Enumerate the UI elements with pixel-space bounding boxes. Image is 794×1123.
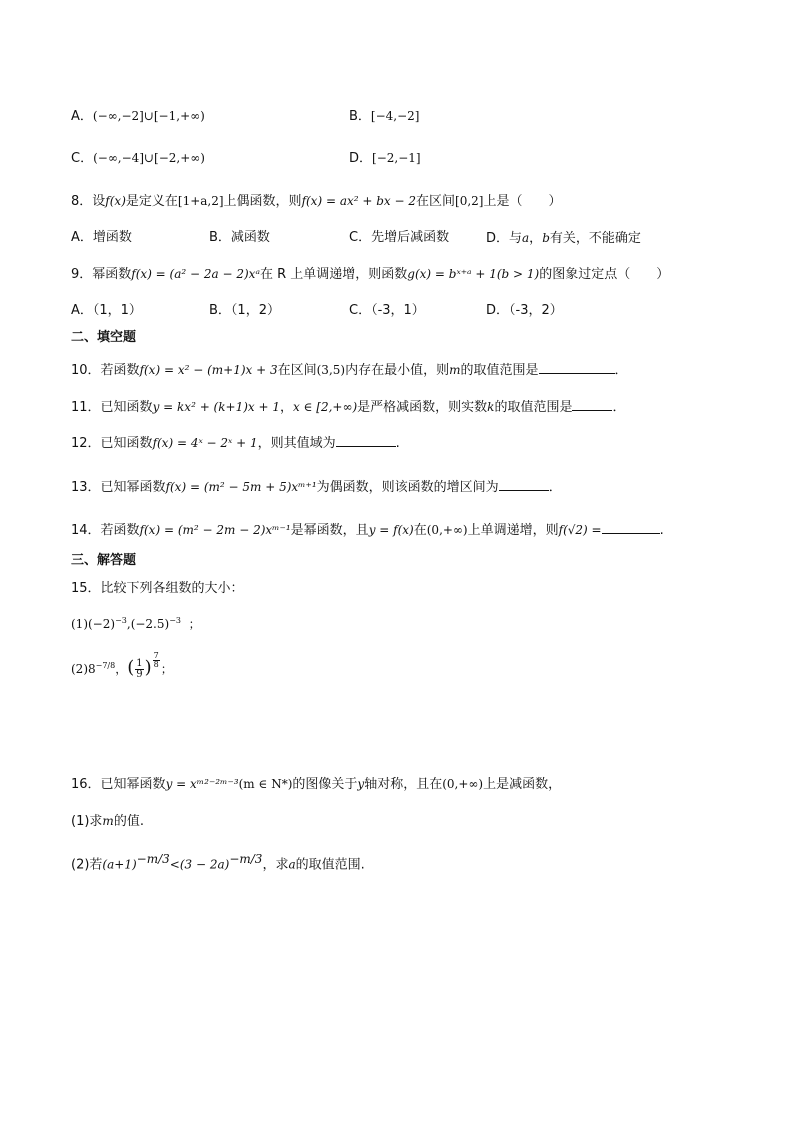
text: 上偶函数，则 [223,194,302,209]
part-label: (2)若 [71,857,103,873]
text: 的取值范围是 [494,400,573,415]
q15-part1 [71,612,201,633]
formula: y = xᵐ²⁻²ᵐ⁻³ [165,777,239,791]
text: 为偶函数，则该函数的增区间为 [316,480,499,495]
formula: y = kx² + (k+1)x + 1 [152,400,280,414]
formula: y = f(x) [368,523,414,537]
text: ； [188,617,201,631]
option-expr: (−∞,−2]∪[−1,+∞) [92,109,205,123]
formula: [0,2] [455,194,484,208]
formula: (0,+∞) [426,523,468,537]
text: 在区间 [277,363,317,378]
q12-stem [71,434,400,453]
denominator: 8 [153,660,159,669]
formula: f(x) = (m² − 5m + 5)xᵐ⁺¹ [165,480,317,494]
text: 上是（ ） [483,194,562,209]
text: 在 R 上单调递增，则函数 [259,267,408,282]
text: 上是减函数， [483,777,562,792]
part-label: (2) [71,662,88,676]
q10-stem [71,361,628,380]
formula: f(x) [105,194,126,208]
answer-blank[interactable] [572,398,612,411]
question-number: 9． [71,267,93,282]
formula: (−2) [88,617,116,631]
section-heading-fill-in: 二、填空题 [71,330,137,345]
text: ． [548,480,562,495]
answer-blank[interactable] [602,521,660,534]
formula: (3 − 2a) [179,857,230,872]
answer-blank[interactable] [499,478,549,491]
q8-option-b: B．减函数 [209,230,270,245]
formula: a [288,857,296,872]
q9-stem [71,265,669,284]
question-number: 13． [71,480,101,495]
exponent: −3 [115,616,127,625]
q9-option-a: A．（1，1） [71,303,142,318]
text: , [126,617,131,631]
q7-option-c [71,149,205,168]
formula: f(x) = x² − (m+1)x + 3 [139,363,278,377]
formula: (m ∈ N*) [238,777,293,791]
option-expr: (−∞,−4]∪[−2,+∞) [93,151,205,165]
formula: m [449,363,461,377]
numerator: 1 [136,658,143,669]
question-number: 8． [71,194,93,209]
q13-stem [71,478,562,497]
text: D．与 [486,231,523,246]
exponent: −7/8 [95,661,116,670]
formula: < [169,857,180,872]
option-label: B． [349,109,371,124]
text: 若函数 [100,363,140,378]
q7-option-d [349,149,421,168]
q14-stem [71,521,664,540]
text: 设 [92,194,106,209]
formula: (3,5) [316,363,346,377]
formula: g(x) = bˣ⁺ᵃ + 1(b > 1) [407,267,540,281]
formula: f(x) = 4ˣ − 2ˣ + 1 [152,436,258,450]
text: ； [160,662,173,676]
q9-option-d: D．（-3，2） [486,303,563,318]
exponent: −m/3 [229,852,263,866]
section-heading-solve: 三、解答题 [71,553,137,568]
part-label: (1) [71,617,88,631]
text: 是幂函数，且 [290,523,369,538]
text: ， [115,662,128,676]
option-expr: [−4,−2] [370,109,420,123]
text: 有关，不能确定 [549,231,641,246]
text: 的取值范围. [295,857,365,873]
question-number: 16． [71,777,101,792]
text: 若函数 [100,523,140,538]
text: ． [612,400,626,415]
q15-stem [71,580,244,598]
fraction [135,659,143,680]
q16-stem [71,775,561,794]
answer-blank[interactable] [539,361,615,374]
formula: (−2.5) [130,617,170,631]
text: ，求 [262,857,289,873]
q7-option-a [71,107,205,126]
text: . [659,523,664,538]
formula: f(x) = (a² − 2a − 2)xᵃ [131,267,260,281]
text: 轴对称，且在 [364,777,443,792]
option-label: D． [349,151,373,166]
text: ， [529,231,543,246]
question-number: 12． [71,436,101,451]
exponent-fraction [153,652,160,669]
option-label: C． [71,151,94,166]
q9-option-c: C．（-3，1） [349,303,425,318]
text: ． [614,363,628,378]
text: ， [279,400,293,415]
option-expr: [−2,−1] [372,151,421,165]
text: 内存在最小值，则 [345,363,450,378]
q16-part1 [71,812,144,831]
q8-stem [71,192,562,211]
q8-option-d [486,229,641,248]
question-number: 14． [71,523,101,538]
exponent: −3 [169,616,181,625]
numerator: 7 [153,651,159,660]
text: 已知函数 [100,436,153,451]
formula: 8 [88,662,96,676]
text: 已知幂函数 [100,777,166,792]
text: 比较下列各组数的大小： [100,581,244,596]
question-number: 15． [71,581,101,596]
formula: f(x) = (m² − 2m − 2)xᵐ⁻¹ [139,523,291,537]
formula: x ∈ [2,+∞) [292,400,358,414]
text: . [395,436,400,451]
text: 的图象过定点（ ） [539,267,670,282]
q15-part2: $(2)8^{-7/8}$，( $\frac{1}{9}$ ) $\frac{7}{8}$ ； [71,651,173,680]
text: 在 [413,523,427,538]
q11-stem [71,398,625,417]
q8-option-a: A．增函数 [71,230,132,245]
formula: m [102,814,114,828]
q16-part2 [71,850,365,874]
text: 上单调递增，则 [467,523,559,538]
q8-option-c: C．先增后减函数 [349,230,450,245]
text: 的图像关于 [292,777,358,792]
text: 已知函数 [100,400,153,415]
formula: f(√2) = [558,523,602,537]
text: 的值. [113,814,144,829]
formula: a [522,231,530,245]
formula: f(x) = ax² + bx − 2 [301,194,417,208]
formula: y [357,777,365,791]
formula: (0,+∞) [442,777,484,791]
answer-blank[interactable] [336,434,396,447]
part-label: (1)求 [71,814,103,829]
text: 是定义在 [125,194,178,209]
text: 幂函数 [92,267,132,282]
text: 在区间 [416,194,456,209]
formula: [1+a,2] [177,194,224,208]
formula: k [487,400,495,414]
q9-option-b: B．（1，2） [209,303,280,318]
q7-option-b [349,107,419,126]
text: 的取值范围是 [460,363,539,378]
option-label: A． [71,109,93,124]
text: 已知幂函数 [100,480,166,495]
question-number: 10． [71,363,101,378]
denominator: 9 [136,669,143,680]
text: 是严格减函数，则实数 [357,400,488,415]
question-number: 11． [71,400,101,415]
formula: (a+1) [102,857,137,872]
text: ，则其值域为 [257,436,336,451]
formula: b [542,231,550,245]
exponent: −m/3 [136,852,170,866]
